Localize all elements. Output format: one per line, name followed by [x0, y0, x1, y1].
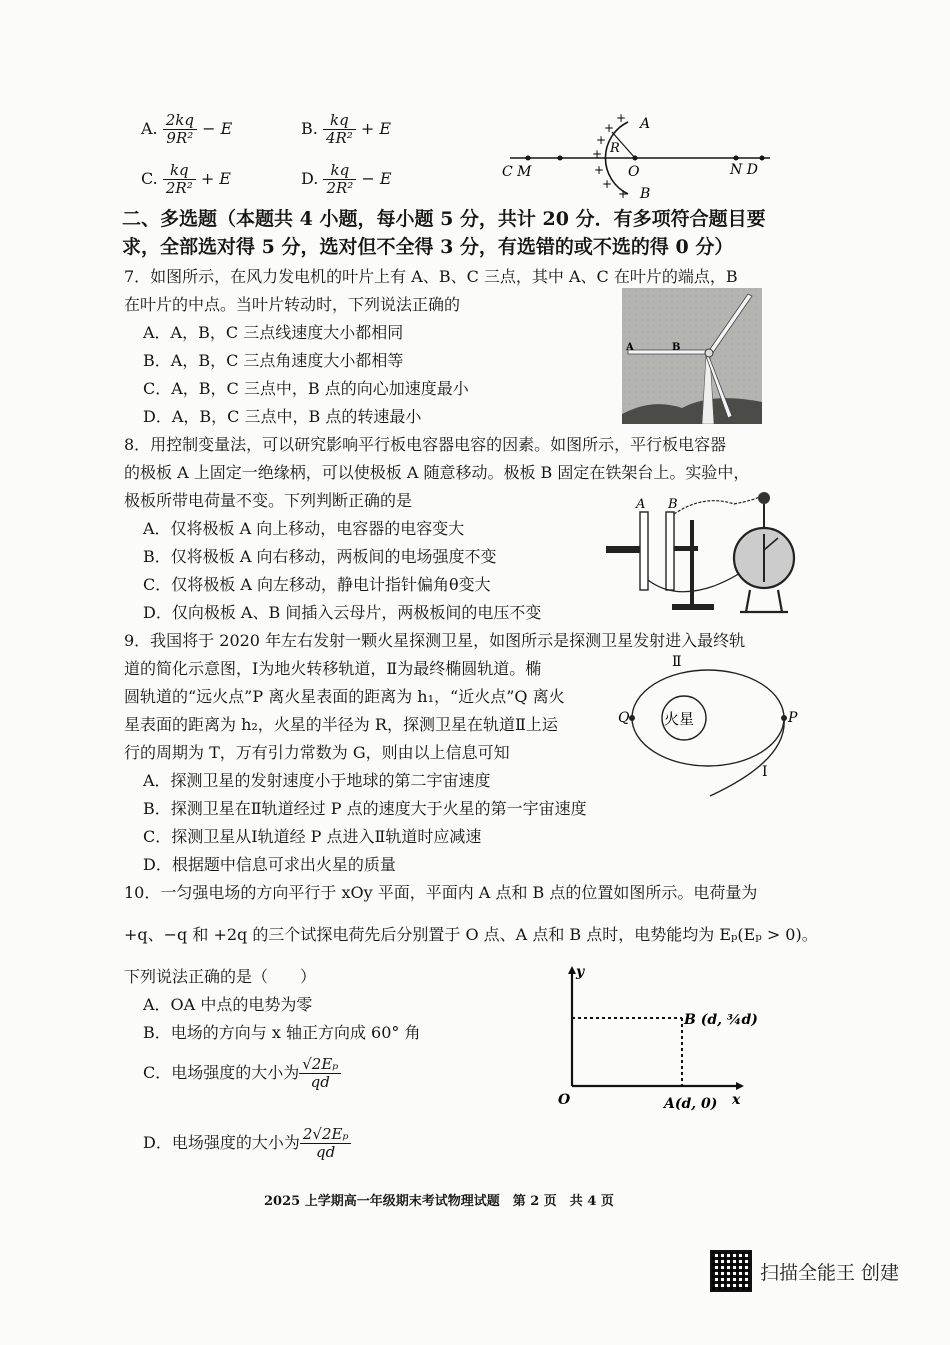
- q6-option-c: [141, 162, 231, 197]
- denominator: 2R²: [326, 179, 354, 197]
- label-b: B: [640, 186, 651, 202]
- label-cm: C M: [502, 164, 532, 180]
- svg-text:+: +: [618, 187, 629, 201]
- section2-line2: 求，全部选对得 5 分，选对但不全得 3 分，有选错的或不选的得 0 分）: [122, 236, 734, 258]
- q9-stem-line5: 行的周期为 T，万有引力常数为 G，则由以上信息可知: [124, 743, 510, 762]
- label-b: B: [672, 342, 681, 353]
- q7-stem-line1: 7．如图所示，在风力发电机的叶片上有 A、B、C 三点，其中 A、C 在叶片的端点，B: [124, 267, 738, 286]
- numerator: √2Eₚ: [299, 1056, 341, 1074]
- q9-option-b: B．探测卫星在Ⅱ轨道经过 P 点的速度大于火星的第一宇宙速度: [143, 799, 587, 818]
- option-letter: C.: [141, 169, 158, 188]
- q9-orbit-figure: [612, 650, 802, 800]
- numerator: kq: [323, 162, 356, 180]
- q7-option-c: C．A，B，C 三点中，B 点的向心加速度最小: [143, 379, 469, 398]
- option-letter: D.: [301, 169, 319, 188]
- option-letter: A.: [141, 119, 158, 138]
- q8-capacitor-electrometer-figure: [604, 490, 804, 620]
- q6-charged-arc-figure: [500, 110, 790, 205]
- q8-option-a: A．仅将极板 A 向上移动，电容器的电容变大: [143, 519, 465, 538]
- q8-option-b: B．仅将极板 A 向右移动，两板间的电场强度不变: [143, 547, 497, 566]
- denominator: 2R²: [165, 179, 193, 197]
- q10-stem-line3: 下列说法正确的是（ ）: [124, 967, 317, 986]
- q9-stem-line1: 9．我国将于 2020 年左右发射一颗火星探测卫星，如图所示是探测卫星发射进入最终轨: [124, 631, 746, 650]
- option-fraction: [299, 1056, 341, 1091]
- q8-stem-line2: 的极板 A 上固定一绝缘柄，可以使极板 A 随意移动。极板 B 固定在铁架台上。实验中，: [124, 463, 750, 482]
- q6-option-a: [141, 112, 232, 147]
- q10-option-d: [143, 1126, 351, 1161]
- q6-option-b: [301, 112, 391, 147]
- label-r: R: [610, 141, 620, 156]
- label-o: O: [628, 164, 640, 180]
- option-fraction: [323, 112, 356, 147]
- svg-text:+: +: [616, 111, 627, 125]
- q9-stem-line4: 星表面的距离为 h₂，火星的半径为 R，探测卫星在轨道Ⅱ上运: [124, 715, 558, 734]
- svg-text:+: +: [596, 133, 607, 147]
- option-text: D．电场强度的大小为: [143, 1133, 300, 1152]
- scanner-watermark: 扫描全能王 创建: [760, 1262, 900, 1284]
- label-nd: N D: [730, 162, 758, 178]
- denominator: 9R²: [166, 129, 194, 147]
- label-a: A: [626, 342, 634, 353]
- label-q: Q: [618, 710, 630, 726]
- q9-option-d: D．根据题中信息可求出火星的质量: [143, 855, 396, 874]
- q10-option-a: A．OA 中点的电势为零: [143, 995, 313, 1014]
- option-tail: + E: [200, 169, 231, 188]
- q8-stem-line3: 极板所带电荷量不变。下列判断正确的是: [124, 491, 413, 510]
- q10-stem-line2: +q、−q 和 +2q 的三个试探电荷先后分别置于 O 点、A 点和 B 点时，电势能均为 Eₚ(Eₚ > 0)。: [124, 925, 818, 944]
- label-b: B (d, ¾d): [684, 1012, 758, 1028]
- label-orbit-1: Ⅰ: [762, 764, 768, 780]
- q9-option-c: C．探测卫星从Ⅰ轨道经 P 点进入Ⅱ轨道时应减速: [143, 827, 482, 846]
- qr-code-icon: [710, 1250, 752, 1292]
- denominator: qd: [316, 1143, 336, 1161]
- option-fraction: [163, 112, 197, 147]
- q10-option-c: [143, 1056, 341, 1091]
- label-o: O: [558, 1092, 571, 1108]
- q7-option-b: B．A，B，C 三点角速度大小都相等: [143, 351, 404, 370]
- numerator: kq: [163, 162, 196, 180]
- page-footer: 2025 上学期高一年级期末考试物理试题 第 2 页 共 4 页: [264, 1194, 614, 1209]
- option-letter: B.: [301, 119, 318, 138]
- q7-wind-turbine-photo: [622, 288, 762, 424]
- label-a: A(d, 0): [664, 1096, 718, 1112]
- option-tail: + E: [360, 119, 392, 138]
- q8-stem-line1: 8．用控制变量法，可以研究影响平行板电容器电容的因素。如图所示，平行板电容器: [124, 435, 727, 454]
- option-fraction: [323, 162, 356, 197]
- numerator: kq: [323, 112, 356, 130]
- option-text: C．电场强度的大小为: [143, 1063, 300, 1082]
- q9-stem-line3: 圆轨道的“远火点”P 离火星表面的距离为 h₁，“近火点”Q 离火: [124, 687, 565, 706]
- option-tail: − E: [202, 119, 233, 138]
- svg-text:+: +: [602, 177, 613, 191]
- q6-option-d: [301, 162, 392, 197]
- q7-option-d: D．A，B，C 三点中，B 点的转速最小: [143, 407, 422, 426]
- label-a: A: [636, 497, 646, 512]
- svg-text:+: +: [592, 147, 603, 161]
- denominator: 4R²: [325, 129, 353, 147]
- svg-text:+: +: [604, 121, 615, 135]
- q9-option-a: A．探测卫星的发射速度小于地球的第二宇宙速度: [143, 771, 491, 790]
- option-tail: − E: [361, 169, 392, 188]
- option-fraction: [300, 1126, 352, 1161]
- numerator: 2√2Eₚ: [300, 1126, 352, 1144]
- q7-option-a: A．A，B，C 三点线速度大小都相同: [143, 323, 404, 342]
- denominator: qd: [310, 1073, 330, 1091]
- option-fraction: [163, 162, 196, 197]
- q9-stem-line2: 道的简化示意图，Ⅰ为地火转移轨道，Ⅱ为最终椭圆轨道。椭: [124, 659, 542, 678]
- q8-option-d: D．仅向极板 A、B 间插入云母片，两极板间的电压不变: [143, 603, 542, 622]
- q8-option-c: C．仅将极板 A 向左移动，静电计指针偏角θ变大: [143, 575, 491, 594]
- q10-coordinate-figure: [552, 962, 762, 1112]
- numerator: 2kq: [163, 112, 197, 130]
- section2-line1: 二、多选题（本题共 4 小题，每小题 5 分，共计 20 分．有多项符合题目要: [122, 208, 766, 230]
- q10-stem-line1: 10．一匀强电场的方向平行于 xOy 平面，平面内 A 点和 B 点的位置如图所示。电荷量为: [124, 883, 758, 902]
- label-b: B: [668, 497, 678, 512]
- label-orbit-2: Ⅱ: [672, 654, 682, 670]
- label-mars: 火星: [664, 710, 695, 728]
- label-x: x: [732, 1092, 741, 1108]
- label-p: P: [788, 710, 798, 726]
- label-a: A: [640, 116, 651, 132]
- q10-option-b: B．电场的方向与 x 轴正方向成 60° 角: [143, 1023, 421, 1042]
- label-y: y: [576, 964, 585, 980]
- svg-text:+: +: [594, 163, 605, 177]
- q7-stem-line2: 在叶片的中点。当叶片转动时，下列说法正确的: [124, 295, 461, 314]
